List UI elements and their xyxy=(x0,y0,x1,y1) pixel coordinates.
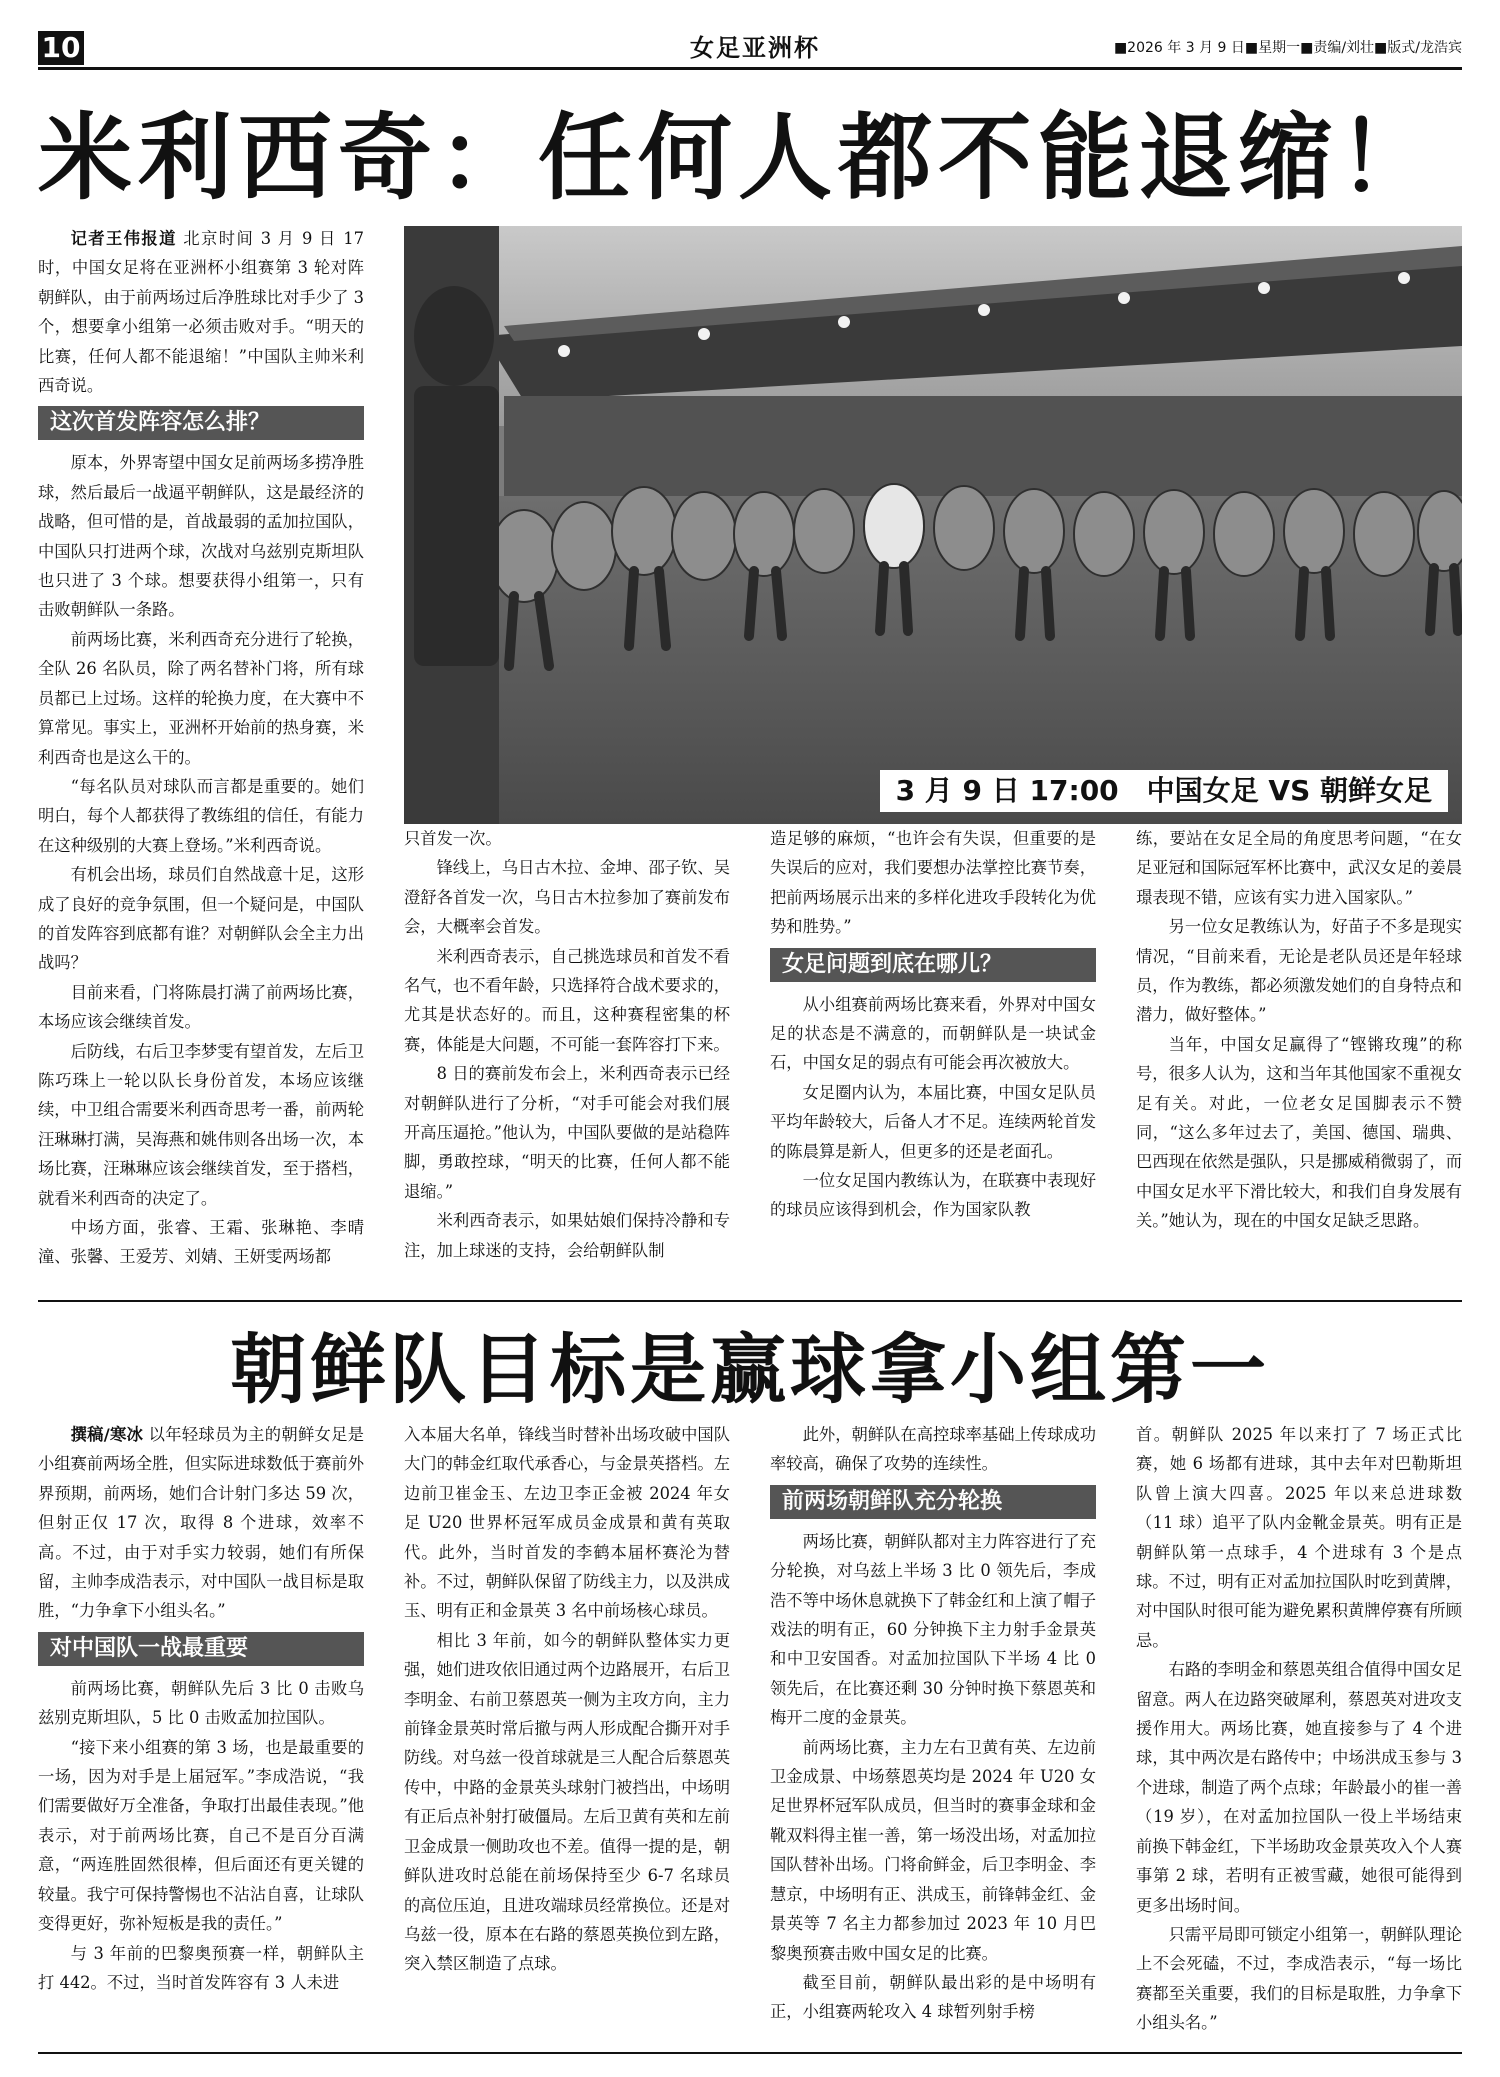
story2-paragraph: 首。朝鲜队 2025 年以来打了 7 场正式比赛，她 6 场都有进球，其中去年对巴勒斯坦队曾上演大四喜。2025 年以来总进球数（11 球）追平了队内金靴金景英。明有正是朝鲜队第一点球手，4 个进球有 3 个是点球。不过，明有正对孟加拉国队时吃到黄牌，对中国队时很可能为避免累积黄牌停赛有所顾忌。 xyxy=(1136,1425,1462,1650)
story2-paragraph: “接下来小组赛的第 3 场，也是最重要的一场，因为对手是上届冠军。”李成浩说，“我们需要做好万全准备，争取打出最佳表现。”他表示，对于前两场比赛，自己不是百分百满意，“两连胜固然很棒，但后面还有更关键的较量。我宁可保持警惕也不沾沾自喜，让球队变得更好，弥补短板是我的责任。” xyxy=(38,1737,364,1934)
dateline: ■2026 年 3 月 9 日■星期一■责编/刘壮■版式/龙浩宾 xyxy=(1113,40,1462,56)
story1-lead-text: 北京时间 3 月 9 日 17 时，中国女足将在亚洲杯小组赛第 3 轮对阵朝鲜队，由于前两场过后净胜球比对手少了 3 个，想要拿小组第一必须击败对手。“明天的比赛，任何人都不能退缩！”中国队主帅米利西奇说。 xyxy=(38,229,364,396)
headline-1: 米利西奇：任何人都不能退缩！ xyxy=(38,103,1439,213)
story1-paragraph: 锋线上，乌日古木拉、金坤、邵子钦、吴澄舒各首发一次，乌日古木拉参加了赛前发布会，大概率会首发。 xyxy=(404,858,730,937)
story1-paragraph: “每名队员对球队而言都是重要的。她们明白，每个人都获得了教练组的信任，有能力在这种级别的大赛上登场。”米利西奇说。 xyxy=(38,776,364,855)
story1-paragraph: 女足圈内认为，本届比赛，中国女足队员平均年龄较大，后备人才不足。连续两轮首发的陈晨算是新人，但更多的还是老面孔。 xyxy=(770,1082,1096,1161)
footer-rule xyxy=(38,2052,1462,2054)
story2-column-1 xyxy=(38,1420,364,1997)
story1-lead-paragraph xyxy=(38,224,364,400)
story1-paragraph: 一位女足国内教练认为，在联赛中表现好的球员应该得到机会，作为国家队教 xyxy=(770,1171,1096,1220)
photo-caption: 3 月 9 日 17:00 中国女足 VS 朝鲜女足 xyxy=(880,770,1448,812)
story1-column-4 xyxy=(1136,824,1462,1236)
story1-paragraph: 原本，外界寄望中国女足前两场多捞净胜球，然后最后一战逼平朝鲜队，这是最经济的战略，但可惜的是，首战最弱的孟加拉国队，中国队只打进两个球，次战对乌兹别克斯坦队也只进了 3 个球。想要获得小组第一，只有击败朝鲜队一条路。 xyxy=(38,453,364,620)
story2-paragraph: 前两场比赛，朝鲜队先后 3 比 0 击败乌兹别克斯坦队，5 比 0 击败孟加拉国队。 xyxy=(38,1678,364,1728)
story1-paragraph: 有机会出场，球员们自然战意十足，这形成了良好的竞争氛围，但一个疑问是，中国队的首发阵容到底都有谁？对朝鲜队会全主力出战吗？ xyxy=(38,865,364,973)
story2-paragraph: 前两场比赛，主力左右卫黄有英、左边前卫金成景、中场蔡恩英均是 2024 年 U20 女足世界杯冠军队成员，但当时的赛事金球和金靴双料得主崔一善，第一场没出场，对孟加拉国队替补出场。门将俞鲜金，后卫李明金、李慧京，中场明有正、洪成玉，前锋韩金红、金景英等 7 名主力都参加过 2023 年 10 月巴黎奥预赛击败中国女足的比赛。 xyxy=(770,1737,1096,1963)
story2-paragraph: 右路的李明金和蔡恩英组合值得中国女足留意。两人在边路突破犀利，蔡恩英对进攻支援作用大。两场比赛，她直接参与了 4 个进球，其中两次是右路传中；中场洪成玉参与 3 个进球，制造了两个点球；年龄最小的崔一善（19 岁），在对孟加拉国队一役上半场结束前换下韩金红，下半场助攻金景英攻入个人赛事第 2 球，若明有正被雪藏，她很可能得到更多出场时间。 xyxy=(1136,1660,1462,1915)
story1-column-3 xyxy=(770,824,1096,1225)
story-divider xyxy=(38,1300,1462,1302)
story2-paragraph: 入本届大名单，锋线当时替补出场攻破中国队大门的韩金红取代承香心，与金景英搭档。左边前卫崔金玉、左边卫李正金被 2024 年女足 U20 世界杯冠军成员金成景和黄有英取代。此外，当时首发的李鹤本届杯赛沦为替补。不过，朝鲜队保留了防线主力，以及洪成玉、明有正和金景英 3 名中前场核心球员。 xyxy=(404,1425,730,1621)
story1-paragraph: 只首发一次。 xyxy=(404,829,502,848)
story1-paragraph: 后防线，右后卫李梦雯有望首发，左后卫陈巧珠上一轮以队长身份首发，本场应该继续，中卫组合需要米利西奇思考一番，前两轮汪琳琳打满，吴海燕和姚伟则各出场一次，本场比赛，汪琳琳应该会继续首发，至于搭档，就看米利西奇的决定了。 xyxy=(38,1041,364,1208)
story2-column-4 xyxy=(1136,1420,1462,2038)
story1-paragraph: 米利西奇表示，自己挑选球员和首发不看名气，也不看年龄，只选择符合战术要求的，尤其是状态好的。而且，这种赛程密集的杯赛，体能是大问题，不可能一套阵容打下来。 xyxy=(404,946,730,1054)
story1-paragraph: 另一位女足教练认为，好苗子不多是现实情况，“目前来看，无论是老队员还是年轻球员，作为教练，都必须激发她们的自身特点和潜力，做好整体。” xyxy=(1136,917,1462,1025)
story2-lead-paragraph xyxy=(38,1420,364,1626)
story1-paragraph: 8 日的赛前发布会上，米利西奇表示已经对朝鲜队进行了分析，“对手可能会对我们展开高压逼抢。”他认为，中国队要做的是站稳阵脚，勇敢控球，“明天的比赛，任何人都不能退缩。” xyxy=(404,1064,730,1201)
story2-subhead-2: 前两场朝鲜队充分轮换 xyxy=(770,1485,1096,1519)
story1-paragraph: 中场方面，张睿、王霜、张琳艳、李晴潼、张馨、王爱芳、刘婧、王妍雯两场都 xyxy=(38,1218,364,1267)
story2-column-3 xyxy=(770,1420,1096,2027)
story2-paragraph: 此外，朝鲜队在高控球率基础上传球成功率较高，确保了攻势的连续性。 xyxy=(770,1425,1096,1474)
story2-paragraph: 两场比赛，朝鲜队都对主力阵容进行了充分轮换，对乌兹上半场 3 比 0 领先后，李成浩不等中场休息就换下了韩金红和上演了帽子戏法的明有正，60 分钟换下主力射手金景英和中卫安国香。对孟加拉国队下半场 4 比 0 领先后，在比赛还剩 30 分钟时换下蔡恩英和梅开二度的金景英。 xyxy=(770,1531,1096,1728)
story2-paragraph: 只需平局即可锁定小组第一，朝鲜队理论上不会死磕，不过，李成浩表示，“每一场比赛都至关重要，我们的目标是取胜，力争拿下小组头名。” xyxy=(1136,1924,1462,2033)
story2-paragraph: 截至目前，朝鲜队最出彩的是中场明有正，小组赛两轮攻入 4 球暂列射手榜 xyxy=(770,1972,1096,2022)
story1-column-1 xyxy=(38,224,364,1272)
story1-paragraph: 目前来看，门将陈晨打满了前两场比赛，本场应该会继续首发。 xyxy=(38,982,364,1032)
story1-paragraph: 造足够的麻烦，“也许会有失误，但重要的是失误后的应对，我们要想办法掌控比赛节奏，把前两场展示出来的多样化进攻手段转化为优势和胜势。” xyxy=(770,829,1096,937)
story1-byline: 记者王伟报道 xyxy=(70,229,177,248)
story1-paragraph: 前两场比赛，米利西奇充分进行了轮换，全队 26 名队员，除了两名替补门将，所有球员都已上过场。这样的轮换力度，在大赛中不算常见。事实上，亚洲杯开始前的热身赛，米利西奇也是这么干的。 xyxy=(38,629,364,767)
headline-2: 朝鲜队目标是赢球拿小组第一 xyxy=(230,1325,1270,1414)
story2-subhead-1: 对中国队一战最重要 xyxy=(38,1632,364,1666)
story1-paragraph: 练，要站在女足全局的角度思考问题，“在女足亚冠和国际冠军杯比赛中，武汉女足的姜晨璟表现不错，应该有实力进入国家队。” xyxy=(1136,829,1462,907)
story1-paragraph: 当年，中国女足赢得了“铿锵玫瑰”的称号，很多人认为，这和当年其他国家不重视女足有关。对此，一位老女足国脚表示不赞同，“这么多年过去了，美国、德国、瑞典、巴西现在依然是强队，只是挪威稍微弱了，而中国女足水平下滑比较大，和我们自身发展有关。”她认为，现在的中国女足缺乏思路。 xyxy=(1136,1034,1462,1231)
story2-lead-text: 以年轻球员为主的朝鲜女足是小组赛前两场全胜，但实际进球数低于赛前外界预期，前两场，她们合计射门多达 59 次，但射正仅 17 次，取得 8 个进球，效率不高。不过，由于对手实力较弱，她们有所保留，主帅李成浩表示，对中国队一战目标是取胜，“力争拿下小组头名。” xyxy=(38,1425,364,1621)
page-number: 10 xyxy=(38,31,84,65)
story1-paragraph: 米利西奇表示，如果姑娘们保持冷静和专注，加上球迷的支持，会给朝鲜队制 xyxy=(404,1211,730,1260)
story2-paragraph: 与 3 年前的巴黎奥预赛一样，朝鲜队主打 442。不过，当时首发阵容有 3 人未进 xyxy=(38,1943,364,1992)
story2-column-2 xyxy=(404,1420,730,1979)
stadium-photo-illustration xyxy=(404,226,1462,824)
story1-column-2 xyxy=(404,824,730,1265)
story2-byline: 撰稿/寒冰 xyxy=(70,1425,144,1444)
story1-subhead-2: 女足问题到底在哪儿？ xyxy=(770,948,1096,982)
story1-paragraph: 从小组赛前两场比赛来看，外界对中国女足的状态是不满意的，而朝鲜队是一块试金石，中国女足的弱点有可能会再次被放大。 xyxy=(770,994,1096,1073)
section-title: 女足亚洲杯 xyxy=(690,34,820,62)
team-huddle-photo xyxy=(404,226,1462,824)
header-rule xyxy=(38,67,1462,70)
story1-subhead-1: 这次首发阵容怎么排？ xyxy=(38,406,364,440)
story2-paragraph: 相比 3 年前，如今的朝鲜队整体实力更强，她们进攻依旧通过两个边路展开，右后卫李明金、右前卫蔡恩英一侧为主攻方向，主力前锋金景英时常后撤与两人形成配合撕开对手防线。对乌兹一役首球就是三人配合后蔡恩英传中，中路的金景英头球射门被挡出，中场明有正后点补射打破僵局。左后卫黄有英和左前卫金成景一侧助攻也不差。值得一提的是，朝鲜队进攻时总能在前场保持至少 6-7 名球员的高位压迫，且进攻端球员经常换位。还是对乌兹一役，原本在右路的蔡恩英换位到左路，突入禁区制造了点球。 xyxy=(404,1630,730,1974)
